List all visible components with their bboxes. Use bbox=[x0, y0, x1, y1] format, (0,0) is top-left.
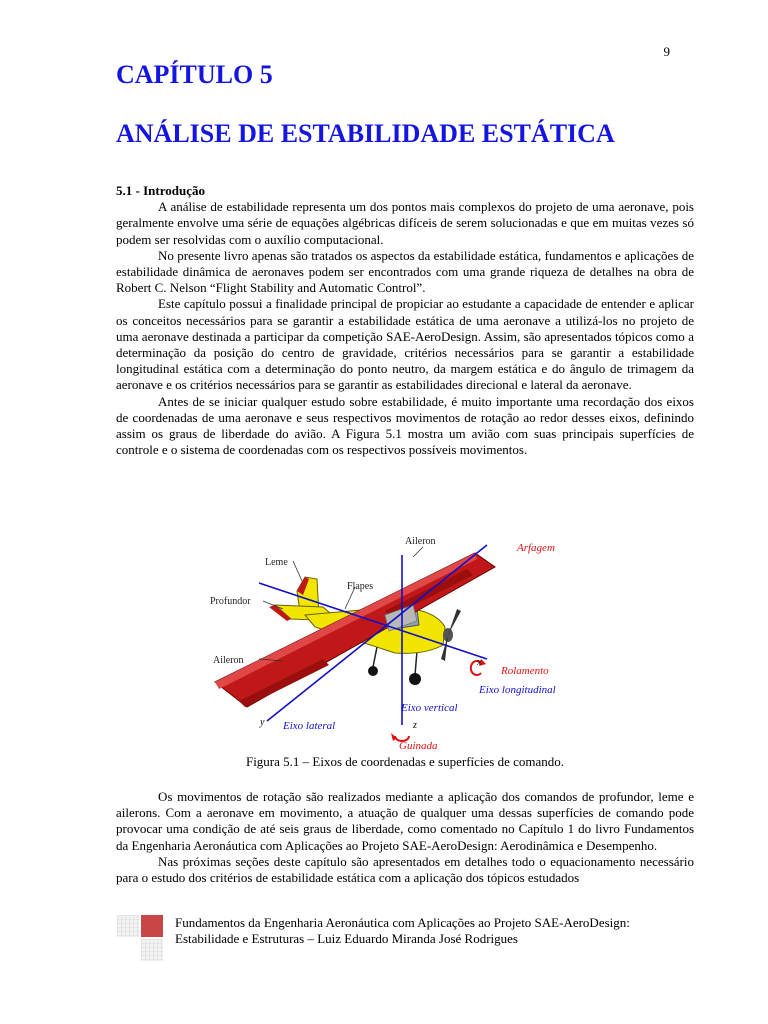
footer-line-2: Estabilidade e Estruturas – Luiz Eduardo Miranda José Rodrigues bbox=[175, 931, 518, 946]
paragraph: No presente livro apenas são tratados os aspectos da estabilidade estática, fundamentos e aplicações de estabilidade dinâmica de aeronaves podem ser encontrados com uma grande riqueza de detalhes na obra de Robert C. Nelson “Flight Stability and Automatic Control”. bbox=[116, 247, 694, 296]
section-body bbox=[116, 183, 694, 458]
footer-line-1: Fundamentos da Engenharia Aeronáutica com Aplicações ao Projeto SAE-AeroDesign: bbox=[175, 915, 630, 930]
label-flapes: Flapes bbox=[347, 581, 374, 592]
label-rolamento: Rolamento bbox=[501, 665, 549, 677]
paragraph: Os movimentos de rotação são realizados mediante a aplicação dos comandos de profundor, leme e ailerons. Com a aeronave em movimento, a atuação de qualquer uma dessas superfícies de comando pode provocar uma condição de até seis graus de liberdade, como comentado no Capítulo 1 do livro Fundamentos da Engenharia Aeronáutica com Aplicações ao Projeto SAE-AeroDesign: Aerodinâmica e Desempenho. bbox=[116, 789, 694, 853]
label-arfagem: Arfagem bbox=[517, 542, 555, 554]
label-eixo-longitudinal: Eixo longitudinal bbox=[479, 684, 556, 696]
label-guinada: Guinada bbox=[399, 740, 438, 752]
label-profundor: Profundor bbox=[210, 596, 251, 607]
lateral-axis-line bbox=[267, 545, 487, 721]
footer bbox=[175, 915, 630, 947]
label-eixo-lateral: Eixo lateral bbox=[283, 720, 336, 732]
paragraph: Este capítulo possui a finalidade principal de propiciar ao estudante a capacidade de entender e aplicar os conceitos necessários para se garantir a estabilidade estática de uma aeronave a utilizá-los no projeto de uma aeronave destinada a participar da competição SAE-AeroDesign. Assim, são apresentados tópicos como a determinação da posição do centro de gravidade, critérios necessários para se garantir a estabilidade longitudinal estática com a determinação do ponto neutro, da margem estática e do ângulo de trimagem da aeronave e os critérios necessários para se garantir as estabilidades direcional e lateral da aeronave. bbox=[116, 296, 694, 393]
label-eixo-vertical: Eixo vertical bbox=[401, 702, 458, 714]
chapter-title: CAPÍTULO 5 bbox=[116, 60, 273, 89]
label-z: z bbox=[413, 720, 417, 731]
label-y: y bbox=[260, 717, 265, 728]
paragraph: Nas próximas seções deste capítulo são apresentados em detalhes todo o equacionamento necessário para o estudo dos critérios de estabilidade estática com a aplicação dos tópicos estudados bbox=[116, 853, 694, 886]
figure-caption: Figura 5.1 – Eixos de coordenadas e superfícies de comando. bbox=[245, 754, 565, 769]
figure-aircraft-axes bbox=[205, 529, 585, 754]
label-leme: Leme bbox=[265, 557, 288, 568]
after-figure-body bbox=[116, 789, 694, 886]
paragraph: A análise de estabilidade representa um dos pontos mais complexos do projeto de uma aeronave, pois geralmente envolve uma série de equações algébricas difíceis de serem solucionadas e que em muitas vezes só podem ser resolvidas com o auxílio computacional. bbox=[116, 199, 694, 247]
section-heading: 5.1 - Introdução bbox=[116, 183, 205, 198]
chapter-subtitle: ANÁLISE DE ESTABILIDADE ESTÁTICA bbox=[116, 119, 615, 148]
footer-logo bbox=[117, 915, 163, 961]
label-aileron-left: Aileron bbox=[213, 655, 244, 666]
paragraph: Antes de se iniciar qualquer estudo sobre estabilidade, é muito importante uma recordação dos eixos de coordenadas de uma aeronave e seus respectivos movimentos de rotação ao redor desses eixos, definindo assim os graus de liberdade do avião. A Figura 5.1 mostra um avião com suas principais superfícies de controle e o sistema de coordenadas com os respectivos possíveis movimentos. bbox=[116, 393, 694, 458]
page-number: 9 bbox=[663, 44, 670, 59]
label-aileron-top: Aileron bbox=[405, 536, 436, 547]
label-x: x bbox=[477, 657, 482, 668]
